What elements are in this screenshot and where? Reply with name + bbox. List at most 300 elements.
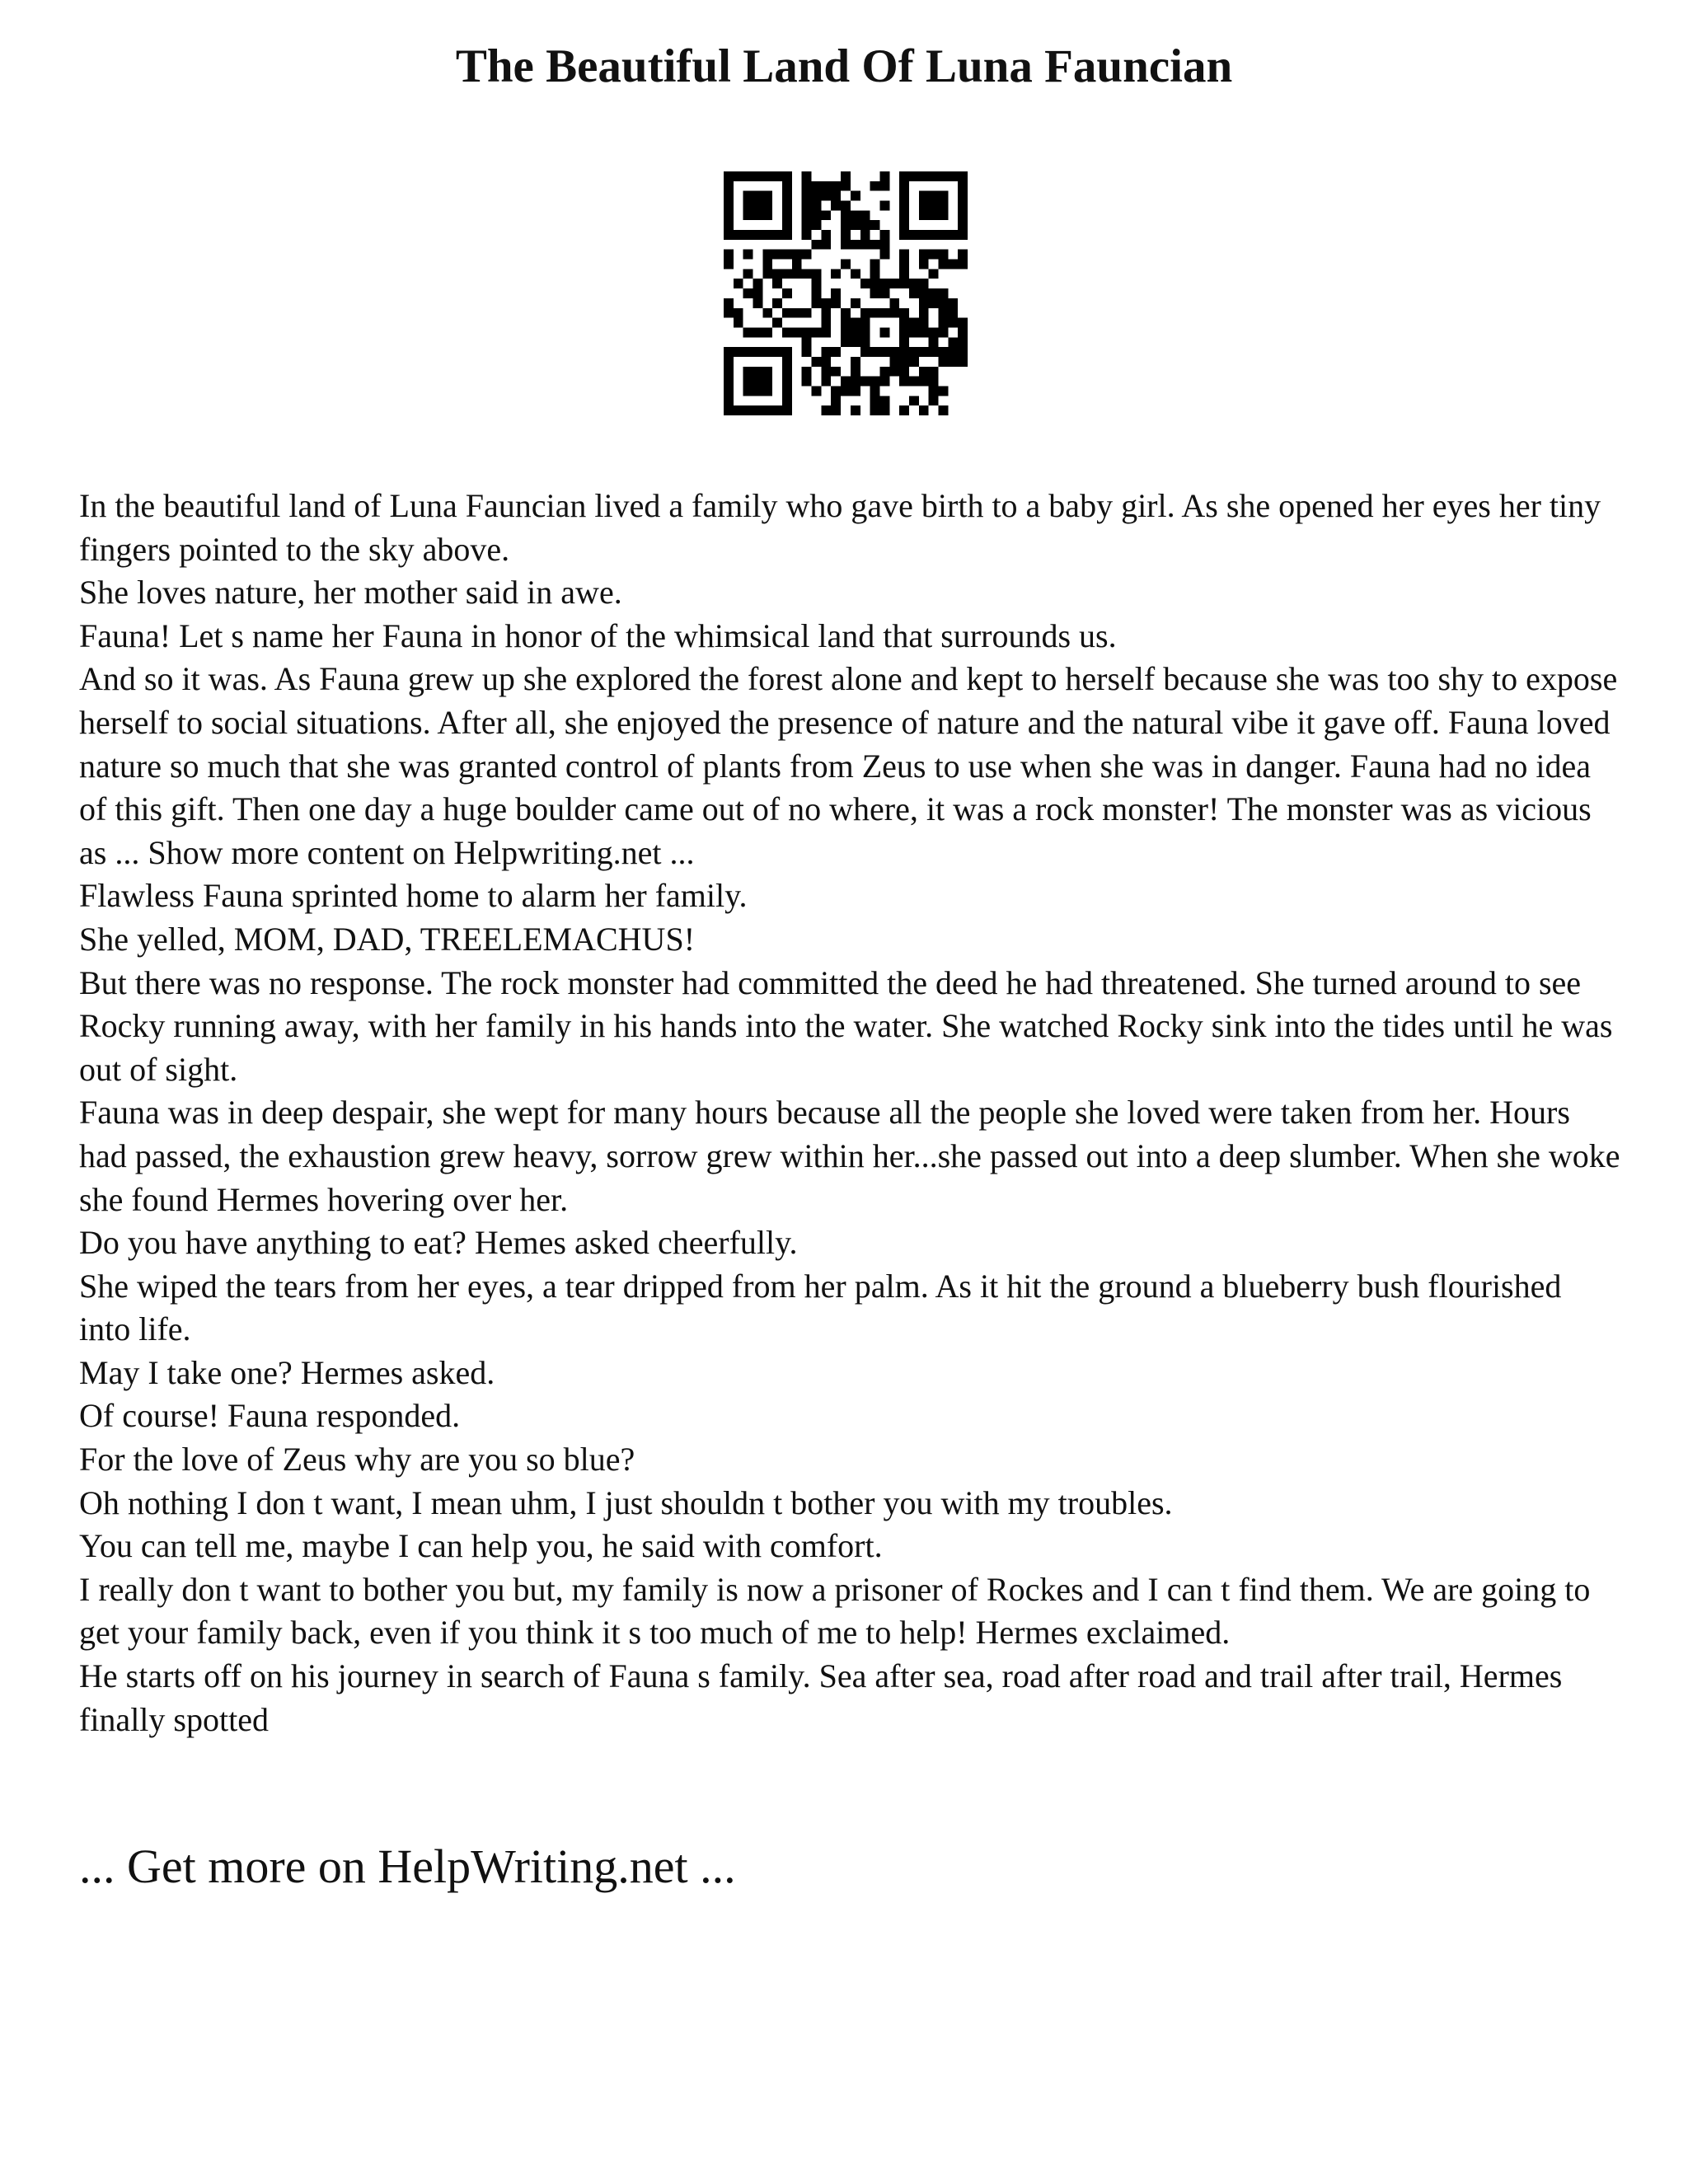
qr-module bbox=[870, 347, 880, 357]
qr-module bbox=[929, 347, 939, 357]
qr-module bbox=[958, 357, 968, 367]
qr-module bbox=[831, 386, 841, 396]
qr-module bbox=[899, 181, 909, 191]
qr-module bbox=[929, 230, 939, 240]
qr-module bbox=[724, 386, 734, 396]
qr-module bbox=[812, 210, 822, 220]
qr-module bbox=[851, 386, 860, 396]
paragraph: But there was no response. The rock monster had committed the deed he had threatened. She turned around to see Rocky running away, with her family in his hands into the water. She watched Rocky sink into the tides until he was out of sight. bbox=[79, 963, 1613, 1088]
qr-module bbox=[919, 288, 929, 298]
qr-module bbox=[938, 357, 948, 367]
qr-module bbox=[782, 269, 792, 279]
qr-module bbox=[958, 337, 968, 347]
qr-module bbox=[831, 288, 841, 298]
qr-module bbox=[958, 201, 968, 211]
qr-module bbox=[841, 377, 851, 387]
qr-module bbox=[938, 210, 948, 220]
qr-module bbox=[948, 357, 958, 367]
paragraph: Flawless Fauna sprinted home to alarm her family. bbox=[79, 877, 748, 915]
qr-module bbox=[948, 260, 958, 269]
qr-module bbox=[762, 367, 772, 377]
qr-code-icon bbox=[724, 171, 968, 415]
qr-module bbox=[938, 298, 948, 308]
qr-module bbox=[762, 347, 772, 357]
qr-module bbox=[802, 327, 812, 337]
qr-module bbox=[821, 230, 831, 240]
qr-module bbox=[919, 230, 929, 240]
qr-module bbox=[802, 250, 812, 260]
qr-module bbox=[753, 386, 763, 396]
qr-module bbox=[860, 279, 870, 288]
paragraph: Fauna was in deep despair, she wept for many hours because all the people she loved were taken from her. Hours had passed, the exhaustion grew heavy, sorrow grew within her...she passed out into a deep slumber. When she woke she found Hermes hovering over her. bbox=[79, 1094, 1620, 1218]
qr-module bbox=[870, 260, 880, 269]
qr-module bbox=[762, 405, 772, 415]
qr-module bbox=[802, 337, 812, 347]
qr-module bbox=[743, 201, 753, 211]
qr-module bbox=[899, 405, 909, 415]
qr-module bbox=[899, 171, 909, 181]
qr-module bbox=[860, 308, 870, 318]
qr-module bbox=[792, 308, 802, 318]
qr-module bbox=[724, 210, 734, 220]
qr-module bbox=[919, 318, 929, 328]
qr-module bbox=[958, 220, 968, 230]
qr-module bbox=[831, 269, 841, 279]
qr-module bbox=[919, 405, 929, 415]
qr-module bbox=[762, 171, 772, 181]
qr-module bbox=[753, 279, 763, 288]
qr-module bbox=[958, 250, 968, 260]
qr-module bbox=[782, 386, 792, 396]
qr-module bbox=[724, 250, 734, 260]
qr-module bbox=[851, 269, 860, 279]
qr-module bbox=[870, 279, 880, 288]
qr-module bbox=[831, 405, 841, 415]
qr-module bbox=[879, 279, 889, 288]
qr-module bbox=[919, 367, 929, 377]
qr-module bbox=[743, 288, 753, 298]
qr-module bbox=[841, 386, 851, 396]
qr-module bbox=[782, 377, 792, 387]
qr-module bbox=[879, 171, 889, 181]
qr-module bbox=[753, 298, 763, 308]
qr-module bbox=[831, 367, 841, 377]
qr-module bbox=[724, 347, 734, 357]
qr-module bbox=[782, 250, 792, 260]
paragraph: She yelled, MOM, DAD, TREELEMACHUS! bbox=[79, 920, 696, 958]
qr-module bbox=[724, 377, 734, 387]
qr-module bbox=[802, 230, 812, 240]
qr-module bbox=[909, 318, 919, 328]
qr-module bbox=[782, 405, 792, 415]
qr-module bbox=[938, 201, 948, 211]
qr-module bbox=[929, 288, 939, 298]
qr-module bbox=[899, 327, 909, 337]
qr-module bbox=[772, 279, 782, 288]
qr-module bbox=[802, 201, 812, 211]
qr-module bbox=[792, 260, 802, 269]
qr-module bbox=[812, 181, 822, 191]
qr-module bbox=[821, 240, 831, 250]
qr-module bbox=[782, 288, 792, 298]
qr-module bbox=[919, 327, 929, 337]
qr-module bbox=[938, 288, 948, 298]
qr-module bbox=[948, 318, 958, 328]
qr-module bbox=[909, 288, 919, 298]
qr-module bbox=[743, 269, 753, 279]
qr-module bbox=[929, 210, 939, 220]
qr-module bbox=[909, 279, 919, 288]
qr-module bbox=[919, 171, 929, 181]
qr-module bbox=[724, 405, 734, 415]
qr-module bbox=[772, 269, 782, 279]
qr-module bbox=[860, 347, 870, 357]
qr-module bbox=[899, 337, 909, 347]
qr-module bbox=[782, 396, 792, 405]
qr-module bbox=[734, 171, 743, 181]
qr-module bbox=[772, 230, 782, 240]
qr-module bbox=[724, 308, 734, 318]
qr-module bbox=[831, 181, 841, 191]
qr-module bbox=[831, 298, 841, 308]
qr-module bbox=[870, 181, 880, 191]
qr-module bbox=[812, 357, 822, 367]
qr-module bbox=[851, 367, 860, 377]
paragraph: May I take one? Hermes asked. bbox=[79, 1353, 495, 1391]
qr-module bbox=[929, 396, 939, 405]
qr-module bbox=[782, 210, 792, 220]
qr-module bbox=[919, 347, 929, 357]
qr-module bbox=[792, 269, 802, 279]
qr-module bbox=[948, 347, 958, 357]
qr-module bbox=[860, 240, 870, 250]
qr-module bbox=[899, 260, 909, 269]
qr-module bbox=[734, 279, 743, 288]
qr-module bbox=[782, 201, 792, 211]
qr-module bbox=[879, 327, 889, 337]
qr-module bbox=[743, 230, 753, 240]
get-more-link[interactable]: ... Get more on HelpWriting.net ... bbox=[79, 1840, 736, 1893]
paragraph: I really don t want to bother you but, my family is now a prisoner of Rockes and I can t find them. We are going to get your family back, even if you think it s too much of me to help! Hermes exclaimed. bbox=[79, 1570, 1591, 1652]
qr-module bbox=[919, 210, 929, 220]
qr-module bbox=[772, 250, 782, 260]
qr-module bbox=[909, 171, 919, 181]
qr-module bbox=[743, 367, 753, 377]
qr-module bbox=[948, 337, 958, 347]
qr-module bbox=[821, 181, 831, 191]
qr-module bbox=[909, 396, 919, 405]
qr-module bbox=[938, 347, 948, 357]
paragraph: Do you have anything to eat? Hemes asked cheerfully. bbox=[79, 1224, 798, 1262]
qr-module bbox=[938, 405, 948, 415]
qr-module bbox=[772, 405, 782, 415]
qr-module bbox=[831, 347, 841, 357]
qr-module bbox=[762, 260, 772, 269]
qr-module bbox=[958, 191, 968, 201]
qr-module bbox=[860, 337, 870, 347]
qr-module bbox=[812, 279, 822, 288]
qr-module bbox=[762, 386, 772, 396]
qr-module bbox=[762, 269, 772, 279]
qr-module bbox=[929, 171, 939, 181]
qr-module bbox=[734, 230, 743, 240]
paragraph: She loves nature, her mother said in awe. bbox=[79, 574, 622, 612]
qr-module bbox=[929, 250, 939, 260]
qr-module bbox=[812, 240, 822, 250]
qr-module bbox=[802, 269, 812, 279]
qr-module bbox=[782, 347, 792, 357]
qr-module bbox=[772, 318, 782, 328]
qr-module bbox=[762, 308, 772, 318]
qr-module bbox=[948, 298, 958, 308]
qr-module bbox=[958, 327, 968, 337]
paragraph: You can tell me, maybe I can help you, he said with comfort. bbox=[79, 1527, 883, 1565]
qr-module bbox=[762, 201, 772, 211]
qr-module bbox=[889, 367, 899, 377]
qr-module bbox=[851, 377, 860, 387]
paragraph: Of course! Fauna responded. bbox=[79, 1397, 461, 1435]
qr-module bbox=[743, 405, 753, 415]
qr-module bbox=[899, 250, 909, 260]
qr-module bbox=[899, 279, 909, 288]
qr-module bbox=[860, 230, 870, 240]
qr-module bbox=[889, 347, 899, 357]
qr-module bbox=[879, 308, 889, 318]
qr-module bbox=[743, 327, 753, 337]
qr-module bbox=[879, 288, 889, 298]
qr-module bbox=[899, 269, 909, 279]
qr-module bbox=[919, 201, 929, 211]
qr-module bbox=[899, 210, 909, 220]
qr-module bbox=[782, 367, 792, 377]
qr-module bbox=[743, 250, 753, 260]
qr-module bbox=[753, 288, 763, 298]
qr-module bbox=[841, 220, 851, 230]
qr-module bbox=[802, 191, 812, 201]
qr-module bbox=[851, 191, 860, 201]
qr-module bbox=[851, 318, 860, 328]
qr-module bbox=[860, 220, 870, 230]
qr-module bbox=[909, 347, 919, 357]
qr-module bbox=[724, 230, 734, 240]
qr-module bbox=[762, 230, 772, 240]
qr-module bbox=[841, 181, 851, 191]
qr-module bbox=[919, 308, 929, 318]
qr-module bbox=[851, 240, 860, 250]
paragraph: And so it was. As Fauna grew up she explored the forest alone and kept to herself because she was too shy to expose herself to social situations. After all, she enjoyed the presence of nature and the natural vibe it gave off. Fauna loved nature so much that she was granted control of plants from Zeus to use when she was in danger. Fauna had no idea of this gift. Then one day a huge boulder came out of no where, it was a rock monster! The monster was as vicious as ... Show more content on Helpwriting.net ... bbox=[79, 660, 1618, 871]
qr-module bbox=[821, 327, 831, 337]
qr-module bbox=[879, 250, 889, 260]
story-text bbox=[79, 485, 1620, 1741]
qr-module bbox=[802, 367, 812, 377]
qr-module bbox=[938, 230, 948, 240]
qr-module bbox=[841, 260, 851, 269]
qr-module bbox=[724, 220, 734, 230]
qr-module bbox=[743, 171, 753, 181]
qr-module bbox=[743, 386, 753, 396]
qr-module bbox=[802, 171, 812, 181]
qr-module bbox=[899, 367, 909, 377]
qr-module bbox=[860, 318, 870, 328]
qr-module bbox=[958, 230, 968, 240]
qr-module bbox=[899, 357, 909, 367]
qr-module bbox=[899, 191, 909, 201]
qr-module bbox=[782, 308, 792, 318]
qr-module bbox=[724, 171, 734, 181]
qr-module bbox=[821, 405, 831, 415]
qr-module bbox=[889, 357, 899, 367]
qr-module bbox=[929, 327, 939, 337]
qr-module bbox=[938, 327, 948, 337]
qr-module bbox=[929, 269, 939, 279]
qr-module bbox=[851, 220, 860, 230]
qr-module bbox=[821, 347, 831, 357]
qr-module bbox=[802, 181, 812, 191]
qr-module bbox=[879, 181, 889, 191]
qr-module bbox=[919, 260, 929, 269]
qr-module bbox=[929, 298, 939, 308]
qr-module bbox=[753, 210, 763, 220]
qr-module bbox=[782, 327, 792, 337]
paragraph: Oh nothing I don t want, I mean uhm, I just shouldn t bother you with my troubles. bbox=[79, 1483, 1173, 1521]
qr-module bbox=[919, 377, 929, 387]
qr-module bbox=[812, 201, 822, 211]
qr-module bbox=[724, 191, 734, 201]
qr-module bbox=[792, 327, 802, 337]
qr-module bbox=[753, 377, 763, 387]
qr-module bbox=[724, 260, 734, 269]
qr-module bbox=[802, 308, 812, 318]
qr-module bbox=[879, 405, 889, 415]
qr-module bbox=[802, 220, 812, 230]
qr-module bbox=[782, 357, 792, 367]
qr-module bbox=[724, 357, 734, 367]
qr-module bbox=[899, 318, 909, 328]
qr-module bbox=[860, 210, 870, 220]
qr-module bbox=[948, 230, 958, 240]
qr-module bbox=[753, 347, 763, 357]
qr-module bbox=[899, 220, 909, 230]
qr-module bbox=[870, 240, 880, 250]
qr-module bbox=[870, 377, 880, 387]
qr-module bbox=[879, 240, 889, 250]
qr-module bbox=[772, 298, 782, 308]
qr-module bbox=[743, 377, 753, 387]
qr-module bbox=[753, 405, 763, 415]
qr-module bbox=[929, 337, 939, 347]
qr-module bbox=[909, 377, 919, 387]
qr-module bbox=[948, 171, 958, 181]
qr-module bbox=[782, 191, 792, 201]
qr-module bbox=[753, 367, 763, 377]
qr-module bbox=[919, 298, 929, 308]
qr-module bbox=[782, 220, 792, 230]
qr-module bbox=[831, 201, 841, 211]
qr-module bbox=[870, 269, 880, 279]
qr-module bbox=[821, 210, 831, 220]
qr-module bbox=[734, 308, 743, 318]
qr-module bbox=[734, 347, 743, 357]
qr-module bbox=[762, 377, 772, 387]
qr-module bbox=[909, 327, 919, 337]
qr-module bbox=[958, 347, 968, 357]
qr-module bbox=[841, 327, 851, 337]
qr-module bbox=[899, 377, 909, 387]
paragraph: He starts off on his journey in search of Fauna s family. Sea after sea, road after road and trail after trail, Hermes finally spotted bbox=[79, 1657, 1563, 1738]
qr-module bbox=[821, 298, 831, 308]
qr-module bbox=[802, 347, 812, 357]
qr-module bbox=[802, 210, 812, 220]
qr-module bbox=[772, 171, 782, 181]
qr-module bbox=[753, 191, 763, 201]
qr-module bbox=[841, 240, 851, 250]
qr-module bbox=[929, 191, 939, 201]
qr-module bbox=[938, 308, 948, 318]
qr-module bbox=[743, 210, 753, 220]
qr-module bbox=[762, 327, 772, 337]
qr-module bbox=[870, 386, 880, 396]
qr-module bbox=[743, 191, 753, 201]
paragraph: In the beautiful land of Luna Fauncian lived a family who gave birth to a baby girl. As she opened her eyes her tiny fingers pointed to the sky above. bbox=[79, 487, 1601, 568]
qr-module bbox=[948, 308, 958, 318]
qr-module bbox=[734, 405, 743, 415]
qr-module bbox=[782, 230, 792, 240]
qr-module bbox=[958, 171, 968, 181]
qr-module bbox=[821, 377, 831, 387]
qr-module bbox=[938, 191, 948, 201]
qr-module bbox=[909, 357, 919, 367]
qr-module bbox=[841, 318, 851, 328]
qr-module bbox=[812, 298, 822, 308]
qr-module bbox=[851, 357, 860, 367]
qr-module bbox=[724, 181, 734, 191]
qr-module bbox=[870, 288, 880, 298]
qr-module bbox=[841, 308, 851, 318]
qr-module bbox=[938, 260, 948, 269]
qr-module bbox=[792, 250, 802, 260]
qr-module bbox=[889, 279, 899, 288]
qr-module bbox=[812, 288, 822, 298]
qr-module bbox=[753, 327, 763, 337]
qr-module bbox=[851, 327, 860, 337]
qr-module bbox=[860, 377, 870, 387]
qr-module bbox=[851, 298, 860, 308]
qr-module bbox=[851, 405, 860, 415]
qr-module bbox=[870, 396, 880, 405]
qr-module bbox=[851, 337, 860, 347]
qr-module bbox=[762, 250, 772, 260]
qr-module bbox=[929, 367, 939, 377]
qr-module bbox=[919, 250, 929, 260]
qr-module bbox=[889, 308, 899, 318]
qr-module bbox=[919, 279, 929, 288]
qr-module bbox=[724, 396, 734, 405]
qr-module bbox=[831, 396, 841, 405]
qr-module bbox=[929, 201, 939, 211]
qr-module bbox=[841, 230, 851, 240]
qr-module bbox=[753, 201, 763, 211]
qr-module bbox=[929, 377, 939, 387]
qr-module bbox=[870, 220, 880, 230]
qr-module bbox=[870, 308, 880, 318]
paragraph: For the love of Zeus why are you so blue? bbox=[79, 1441, 635, 1479]
page-title: The Beautiful Land Of Luna Fauncian bbox=[455, 40, 1233, 92]
qr-module bbox=[879, 347, 889, 357]
qr-module bbox=[929, 386, 939, 396]
qr-module bbox=[812, 386, 822, 396]
qr-module bbox=[860, 327, 870, 337]
qr-module bbox=[909, 230, 919, 240]
